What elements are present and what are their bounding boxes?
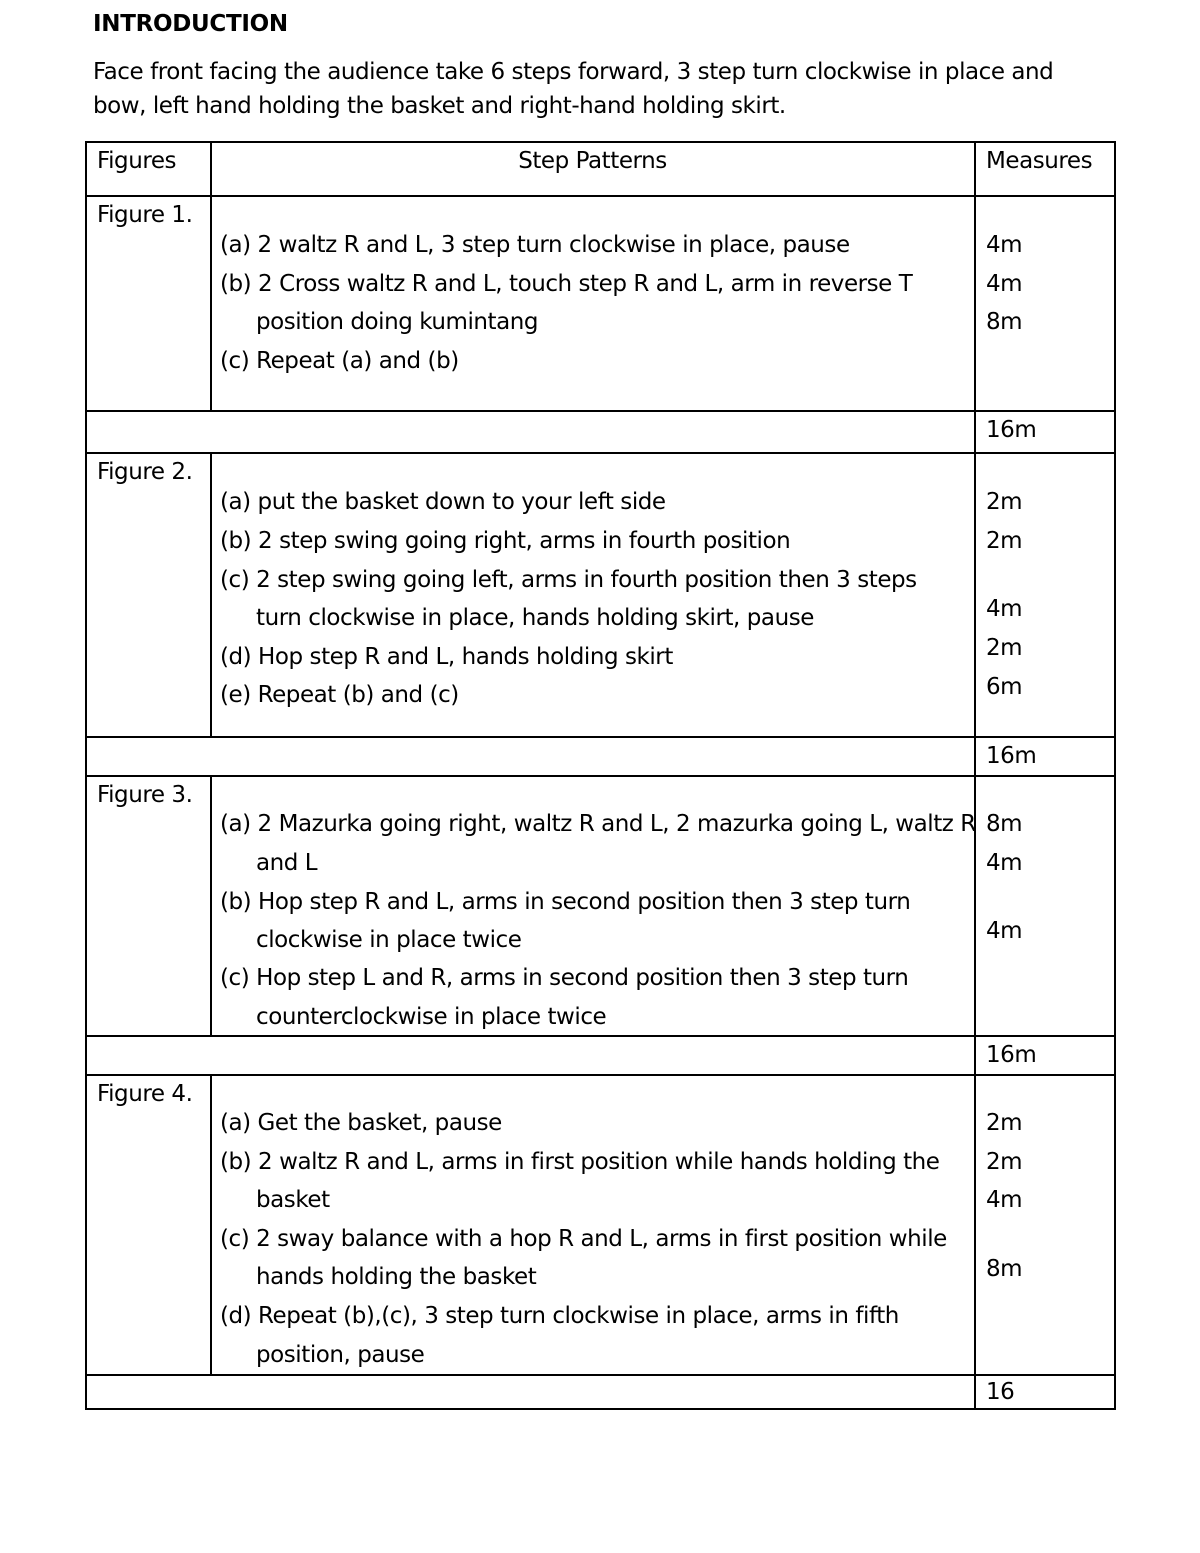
- header-figures: Figures: [97, 148, 177, 174]
- figure-3-step-c-cont: counterclockwise in place twice: [256, 1004, 607, 1030]
- figure-2-step-b: (b) 2 step swing going right, arms in fourth position: [220, 528, 791, 554]
- figure-3-total: 16m: [986, 1042, 1037, 1068]
- table-rule: [85, 1074, 1115, 1076]
- figure-3-step-b-cont: clockwise in place twice: [256, 927, 522, 953]
- table-rule: [210, 1074, 212, 1375]
- table-rule: [85, 736, 1115, 738]
- figure-4-measure-b: 2m: [986, 1149, 1023, 1175]
- figure-1-total: 16m: [986, 417, 1037, 443]
- header-step-patterns: Step Patterns: [518, 148, 667, 174]
- figure-2-step-c-cont: turn clockwise in place, hands holding skirt, pause: [256, 605, 814, 631]
- figure-4-step-c-cont: hands holding the basket: [256, 1264, 537, 1290]
- table-rule: [210, 141, 212, 411]
- intro-line-2: bow, left hand holding the basket and right-hand holding skirt.: [93, 93, 786, 119]
- figure-2-measure-c: 4m: [986, 596, 1023, 622]
- figure-3-measure-b: 4m: [986, 850, 1023, 876]
- figure-3-measure-c: 4m: [986, 918, 1023, 944]
- figure-4-step-b: (b) 2 waltz R and L, arms in first position while hands holding the: [220, 1149, 940, 1175]
- table-rule: [85, 775, 1115, 777]
- figure-1-step-b-cont: position doing kumintang: [256, 309, 539, 335]
- table-rule: [210, 775, 212, 1036]
- figure-4-measure-d: 8m: [986, 1256, 1023, 1282]
- table-rule: [85, 141, 87, 1410]
- table-rule: [85, 452, 1115, 454]
- figure-2-total: 16m: [986, 743, 1037, 769]
- figure-3-step-a: (a) 2 Mazurka going right, waltz R and L, 2 mazurka going L, waltz R: [220, 811, 976, 837]
- figure-4-name: Figure 4.: [97, 1081, 193, 1107]
- figure-2-step-e: (e) Repeat (b) and (c): [220, 682, 459, 708]
- figure-2-measure-e: 6m: [986, 674, 1023, 700]
- figure-3-step-a-cont: and L: [256, 850, 318, 876]
- table-rule: [85, 410, 1115, 412]
- table-rule: [210, 452, 212, 737]
- table-rule: [85, 1408, 1115, 1410]
- table-rule: [85, 1374, 1115, 1376]
- figure-2-step-c: (c) 2 step swing going left, arms in fourth position then 3 steps: [220, 567, 917, 593]
- figure-1-step-a: (a) 2 waltz R and L, 3 step turn clockwise in place, pause: [220, 232, 850, 258]
- intro-line-1: Face front facing the audience take 6 steps forward, 3 step turn clockwise in place and: [93, 59, 1054, 85]
- table-rule: [85, 1035, 1115, 1037]
- figure-4-step-d: (d) Repeat (b),(c), 3 step turn clockwise in place, arms in fifth: [220, 1303, 899, 1329]
- figure-2-step-a: (a) put the basket down to your left side: [220, 489, 666, 515]
- figure-2-measure-d: 2m: [986, 635, 1023, 661]
- figure-1-measure-a: 4m: [986, 232, 1023, 258]
- figure-2-step-d: (d) Hop step R and L, hands holding skirt: [220, 644, 673, 670]
- table-rule: [1114, 141, 1116, 1410]
- figure-2-measure-a: 2m: [986, 489, 1023, 515]
- figure-3-name: Figure 3.: [97, 782, 193, 808]
- figure-3-measure-a: 8m: [986, 811, 1023, 837]
- figure-4-total: 16: [986, 1379, 1015, 1405]
- figure-4-step-a: (a) Get the basket, pause: [220, 1110, 502, 1136]
- table-rule: [85, 141, 1115, 143]
- figure-4-step-c: (c) 2 sway balance with a hop R and L, arms in first position while: [220, 1226, 947, 1252]
- table-rule: [974, 141, 976, 1410]
- figure-1-step-c: (c) Repeat (a) and (b): [220, 348, 459, 374]
- figure-4-step-b-cont: basket: [256, 1187, 330, 1213]
- figure-2-measure-b: 2m: [986, 528, 1023, 554]
- figure-4-measure-a: 2m: [986, 1110, 1023, 1136]
- figure-4-step-d-cont: position, pause: [256, 1342, 425, 1368]
- figure-1-name: Figure 1.: [97, 202, 193, 228]
- figure-1-step-b: (b) 2 Cross waltz R and L, touch step R and L, arm in reverse T: [220, 271, 913, 297]
- figure-2-name: Figure 2.: [97, 459, 193, 485]
- header-measures: Measures: [986, 148, 1093, 174]
- table-rule: [85, 195, 1115, 197]
- figure-1-measure-c: 8m: [986, 309, 1023, 335]
- figure-4-measure-c: 4m: [986, 1187, 1023, 1213]
- figure-3-step-c: (c) Hop step L and R, arms in second position then 3 step turn: [220, 965, 909, 991]
- figure-3-step-b: (b) Hop step R and L, arms in second position then 3 step turn: [220, 889, 911, 915]
- figure-1-measure-b: 4m: [986, 271, 1023, 297]
- heading: INTRODUCTION: [93, 11, 288, 37]
